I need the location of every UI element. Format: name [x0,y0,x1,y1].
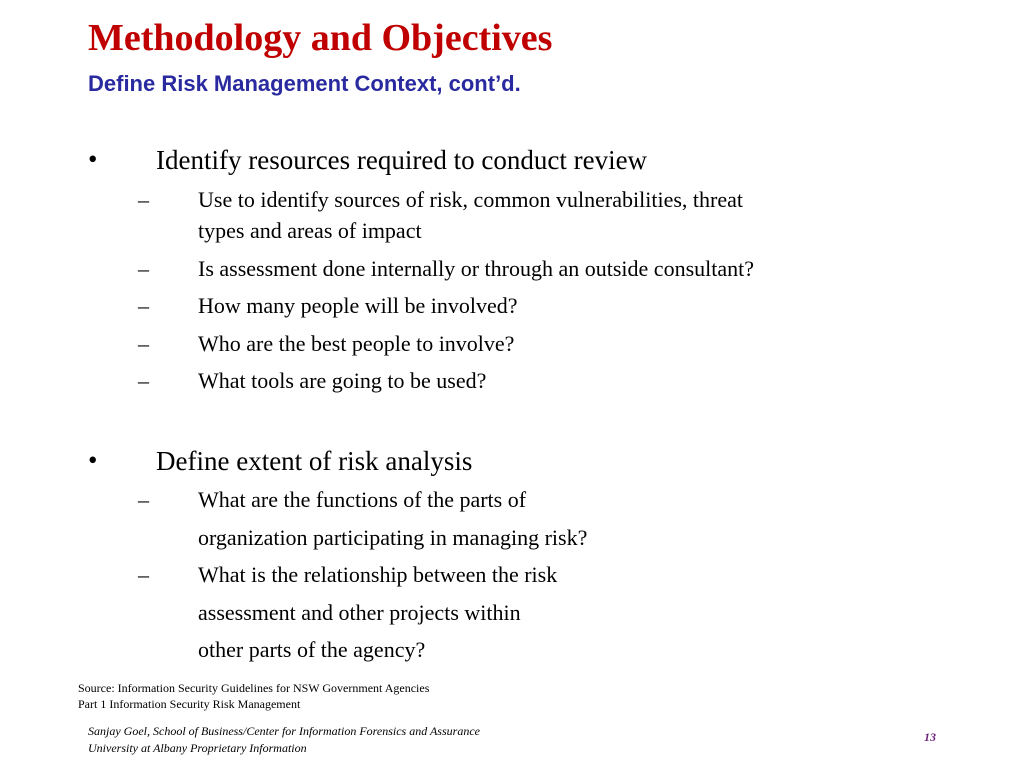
sub-bullet-marker: – [138,368,149,393]
sub-bullet-marker: – [138,562,149,587]
sub-bullet-marker: – [138,293,149,318]
sub-bullet-line: assessment and other projects within [198,600,521,625]
slide-title: Methodology and Objectives [88,17,553,59]
sub-bullet-line: Use to identify sources of risk, common vulnerabilities, threat [198,187,743,212]
sub-bullet-line: organization participating in managing risk? [198,525,588,550]
sub-bullet-line: types and areas of impact [198,218,422,243]
sub-bullet-marker: – [138,331,149,356]
page-number: 13 [924,730,936,744]
sub-bullet-marker: – [138,487,149,512]
bullet-text: Define extent of risk analysis [156,446,473,476]
sub-bullet-line: other parts of the agency? [198,637,426,662]
source-line-2: Part 1 Information Security Risk Management [78,697,301,711]
footer-author: Sanjay Goel, School of Business/Center for Information Forensics and Assurance [88,724,480,738]
sub-bullet-line: What are the functions of the parts of [198,487,527,512]
sub-bullet-line: What tools are going to be used? [198,368,487,393]
bullet-marker: • [88,144,98,174]
sub-bullet-line: What is the relationship between the risk [198,562,558,587]
sub-bullet-line: Is assessment done internally or through an outside consultant? [198,256,754,281]
sub-bullet-marker: – [138,256,149,281]
sub-bullet-marker: – [138,187,149,212]
sub-bullet-line: Who are the best people to involve? [198,331,515,356]
footer-affiliation: University at Albany Proprietary Information [88,741,307,755]
source-line-1: Source: Information Security Guidelines for NSW Government Agencies [78,681,430,695]
slide-subtitle: Define Risk Management Context, cont’d. [88,71,521,96]
bullet-marker: • [88,445,98,475]
sub-bullet-line: How many people will be involved? [198,293,518,318]
bullet-text: Identify resources required to conduct review [156,145,648,175]
